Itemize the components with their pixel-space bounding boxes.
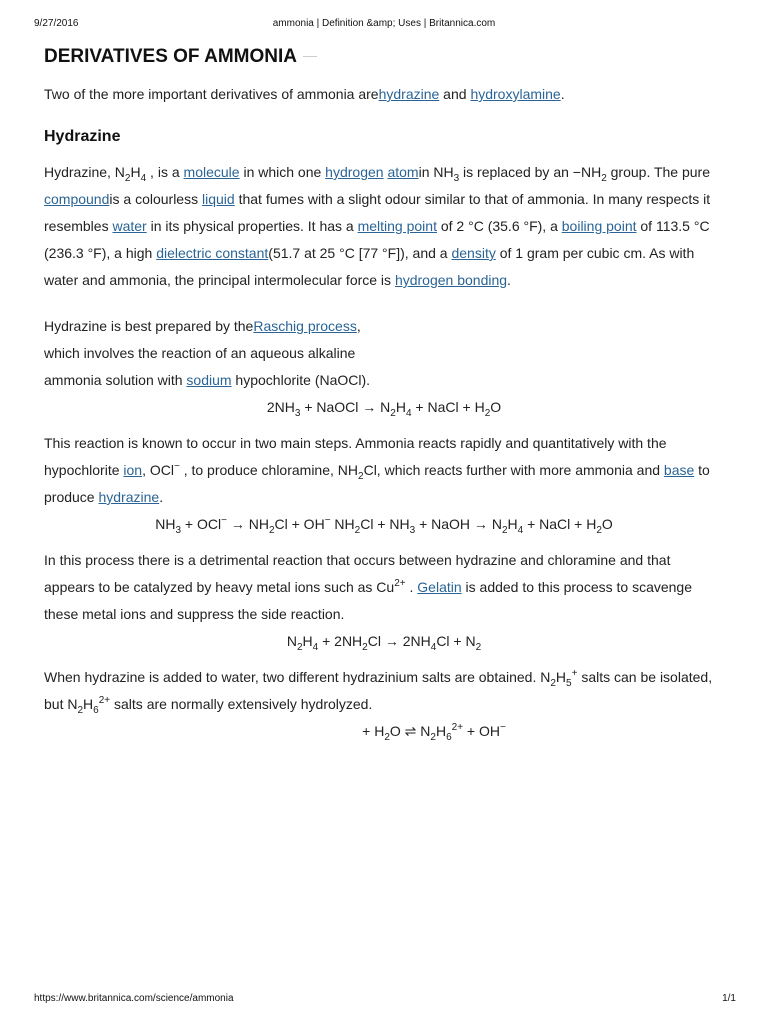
- hydrazine-paragraph: Hydrazine, $N_2H_4$ , is a molecule in which one hydrogen atomin $NH_3$ is replaced by an $-NH_2$ group. The pure compoundis a colourless liquid that fumes with a slight odour similar to that of ammonia. In many respects it resembles water in its physical properties. It has a melting point of 2 °C (35.6 °F), a boiling point of 113.5 °C (236.3 °F), a high dielectric constant(51.7 at 25 °C [77 °F]), and a density of 1 gram per cubic cm. As with water and ammonia, the principal intermolecular force is hydrogen bonding.: [44, 164, 711, 288]
- mechanism-paragraph: This reaction is known to occur in two main steps. Ammonia reacts rapidly and quantitatively with the hypochlorite ion, OCl− , to produce chloramine, $NH_2Cl$, which reacts further with more ammonia and base to produce hydrazine.: [44, 435, 710, 505]
- link-atom[interactable]: atom: [387, 164, 419, 180]
- preparation-paragraph: Hydrazine is best prepared by theRaschig process, which involves the reaction of an aqueous alkaline ammonia solution with sodium hypochlorite (NaOCl).: [44, 318, 371, 388]
- link-water[interactable]: water: [112, 218, 147, 234]
- intro-paragraph: Two of the more important derivatives of ammonia arehydrazine and hydroxylamine.: [44, 86, 565, 102]
- link-melting-point[interactable]: melting point: [357, 218, 437, 234]
- link-molecule[interactable]: molecule: [183, 164, 240, 180]
- link-liquid[interactable]: liquid: [201, 191, 235, 207]
- equation-hydrolysis: + $H_2O$ ⇌ $N_2H_6^{2+} + OH^-$: [362, 722, 506, 743]
- equation-side-reaction: $N_2H_4 + 2NH_2Cl \to 2NH_4Cl + N_2$: [286, 633, 482, 653]
- print-url: https://www.britannica.com/science/ammonia: [34, 993, 234, 1004]
- link-hydrazine[interactable]: hydrazine: [378, 86, 440, 102]
- link-hydroxylamine[interactable]: hydroxylamine: [470, 86, 561, 102]
- link-gelatin[interactable]: Gelatin: [417, 579, 462, 595]
- link-hydrogen[interactable]: hydrogen: [325, 164, 384, 180]
- print-header: [0, 18, 768, 32]
- link-hydrogen-bonding[interactable]: hydrogen bonding: [394, 272, 508, 288]
- link-density[interactable]: density: [451, 245, 496, 261]
- equation-two-step: $NH_3 + OCl^- \to NH_2Cl + OH^-$ $NH_2Cl + NH_3$ + NaOH → $N_2H_4$ + NaCl + $H_2O$: [155, 515, 613, 536]
- link-dielectric-constant[interactable]: dielectric constant: [156, 245, 269, 261]
- article-content: [44, 44, 724, 745]
- hydrazinium-paragraph: When hydrazine is added to water, two different hydrazinium salts are obtained. $N_2H_5^+$ salts can be isolated, but $N_2H_6^{2+}$ salts are normally extensively hydrolyzed.: [44, 668, 713, 716]
- link-base[interactable]: base: [663, 462, 695, 478]
- section-heading: DERIVATIVES OF AMMONIA: [44, 44, 724, 70]
- page-number: 1/1: [722, 993, 736, 1004]
- equation-raschig: $2NH_3$ + NaOCl → $N_2H_4$ + NaCl + $H_2O$: [266, 399, 502, 419]
- side-reaction-paragraph: In this process there is a detrimental reaction that occurs between hydrazine and chloramine and that appears to be catalyzed by heavy metal ions such as $Cu^{2+}$ . Gelatin is added to this process to scavenge these metal ions and suppress the side reaction.: [44, 552, 692, 622]
- link-raschig-process[interactable]: Raschig process: [253, 318, 357, 334]
- print-footer: [0, 993, 768, 1007]
- link-ion[interactable]: ion: [123, 462, 143, 478]
- print-page-title: ammonia | Definition &amp; Uses | Britannica.com: [272, 18, 496, 29]
- heading-decoration: [303, 56, 317, 57]
- subsection-heading: Hydrazine: [44, 128, 121, 145]
- link-boiling-point[interactable]: boiling point: [561, 218, 637, 234]
- link-hydrazine-2[interactable]: hydrazine: [98, 489, 160, 505]
- link-compound[interactable]: compound: [44, 191, 110, 207]
- link-sodium[interactable]: sodium: [186, 372, 232, 388]
- print-date: 9/27/2016: [34, 18, 79, 29]
